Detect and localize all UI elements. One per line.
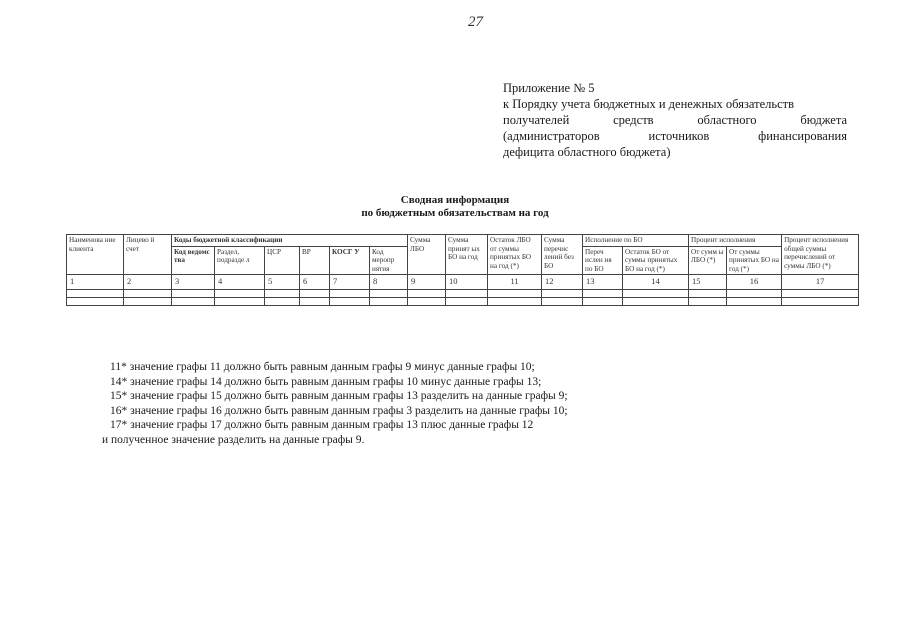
header-summa-bo: Сумма принят ых БО на год (446, 235, 488, 275)
column-number: 3 (172, 275, 215, 290)
empty-cell (215, 290, 265, 298)
title-line-1: Сводная информация (400, 194, 510, 206)
page-number: 27 (468, 14, 483, 30)
column-number: 12 (542, 275, 583, 290)
header-ostatok-lbo: Остаток ЛБО от суммы принятых БО на год (*) (488, 235, 542, 275)
footnote-15: 15* значение графы 15 должно быть равным данным графы 13 разделить на данные графы 9; (110, 390, 568, 402)
header-client-name: Наименова ние клиента (67, 235, 124, 275)
empty-cell (446, 290, 488, 298)
empty-cell (67, 290, 124, 298)
column-number: 2 (124, 275, 172, 290)
header-ispolnenie: Исполнение по БО (583, 235, 689, 247)
header-summa-perech: Сумма перечис лений без БО (542, 235, 583, 275)
appendix-header (503, 80, 847, 160)
column-number: 7 (330, 275, 370, 290)
empty-cell (330, 298, 370, 306)
empty-cell (542, 290, 583, 298)
header-ostatok-bo: Остаток БО от суммы принятых БО на год (*) (623, 246, 689, 275)
empty-cell (727, 298, 782, 306)
footnote-17-continued: и полученное значение разделить на данные графы 9. (102, 433, 365, 446)
footnote-16: 16* значение графы 16 должно быть равным данным графы 3 разделить на данные графы 10; (110, 404, 568, 417)
empty-cell (488, 298, 542, 306)
empty-cell (689, 298, 727, 306)
empty-cell (124, 290, 172, 298)
empty-cell (330, 290, 370, 298)
appendix-line-3: получателей средств областного бюджета (503, 113, 847, 127)
empty-cell (542, 298, 583, 306)
empty-row (67, 290, 859, 298)
empty-cell (265, 298, 300, 306)
empty-cell (300, 298, 330, 306)
footnote-14: 14* значение графы 14 должно быть равным данным графы 10 минус данные графы 13; (110, 375, 542, 388)
footnote-17: 17* значение графы 17 должно быть равным данным графы 13 плюс данные графы 12 (110, 419, 534, 431)
empty-cell (124, 298, 172, 306)
column-number: 9 (408, 275, 446, 290)
empty-cell (408, 290, 446, 298)
empty-cell (172, 298, 215, 306)
header-vr: ВР (300, 246, 330, 275)
header-razdel: Раздел, подразде л (215, 246, 265, 275)
title-line-2: по бюджетным обязательствам на год (361, 207, 549, 219)
empty-cell (727, 290, 782, 298)
empty-cell (215, 298, 265, 306)
header-account: Лицево й счет (124, 235, 172, 275)
empty-cell (583, 290, 623, 298)
header-perech-bo: Переч ислен ия по БО (583, 246, 623, 275)
column-number: 1 (67, 275, 124, 290)
empty-cell (446, 298, 488, 306)
column-number-row (67, 275, 859, 290)
empty-cell (782, 298, 859, 306)
empty-cell (300, 290, 330, 298)
empty-cell (583, 298, 623, 306)
column-number: 6 (300, 275, 330, 290)
appendix-line-5: дефицита областного бюджета) (503, 145, 671, 159)
header-procent-obsh: Процент исполнения общей суммы перечислений от суммы ЛБО (*) (782, 235, 859, 275)
empty-cell (623, 298, 689, 306)
empty-cell (689, 290, 727, 298)
header-csr: ЦСР (265, 246, 300, 275)
appendix-line-4: (администраторов источников финансирования (503, 129, 847, 143)
header-procent: Процент исполнения (689, 235, 782, 247)
header-ot-lbo: От сумм ы ЛБО (*) (689, 246, 727, 275)
empty-cell (67, 298, 124, 306)
header-meropr: Код меропр иятия (370, 246, 408, 275)
empty-cell (370, 290, 408, 298)
column-number: 11 (488, 275, 542, 290)
column-number: 8 (370, 275, 408, 290)
empty-cell (782, 290, 859, 298)
budget-table (66, 234, 859, 306)
header-summa-lbo: Сумма ЛБО (408, 235, 446, 275)
appendix-line-2: к Порядку учета бюджетных и денежных обязательств (503, 97, 794, 111)
column-number: 4 (215, 275, 265, 290)
empty-cell (172, 290, 215, 298)
column-number: 17 (782, 275, 859, 290)
table-header-row-1 (67, 235, 859, 247)
empty-cell (408, 298, 446, 306)
header-kosgu: КОСГ У (330, 246, 370, 275)
column-number: 10 (446, 275, 488, 290)
appendix-line-1: Приложение № 5 (503, 81, 595, 95)
empty-cell (370, 298, 408, 306)
header-ot-bo: От суммы принятых БО на год (*) (727, 246, 782, 275)
header-code-vedom: Код ведомс тва (172, 246, 215, 275)
document-title (300, 194, 610, 220)
column-number: 16 (727, 275, 782, 290)
footnotes (102, 360, 630, 447)
column-number: 13 (583, 275, 623, 290)
empty-cell (488, 290, 542, 298)
empty-cell (265, 290, 300, 298)
header-budget-codes: Коды бюджетной классификации (172, 235, 408, 247)
empty-cell (623, 290, 689, 298)
column-number: 14 (623, 275, 689, 290)
column-number: 15 (689, 275, 727, 290)
column-number: 5 (265, 275, 300, 290)
empty-row (67, 298, 859, 306)
footnote-11: 11* значение графы 11 должно быть равным данным графы 9 минус данные графы 10; (110, 361, 535, 373)
